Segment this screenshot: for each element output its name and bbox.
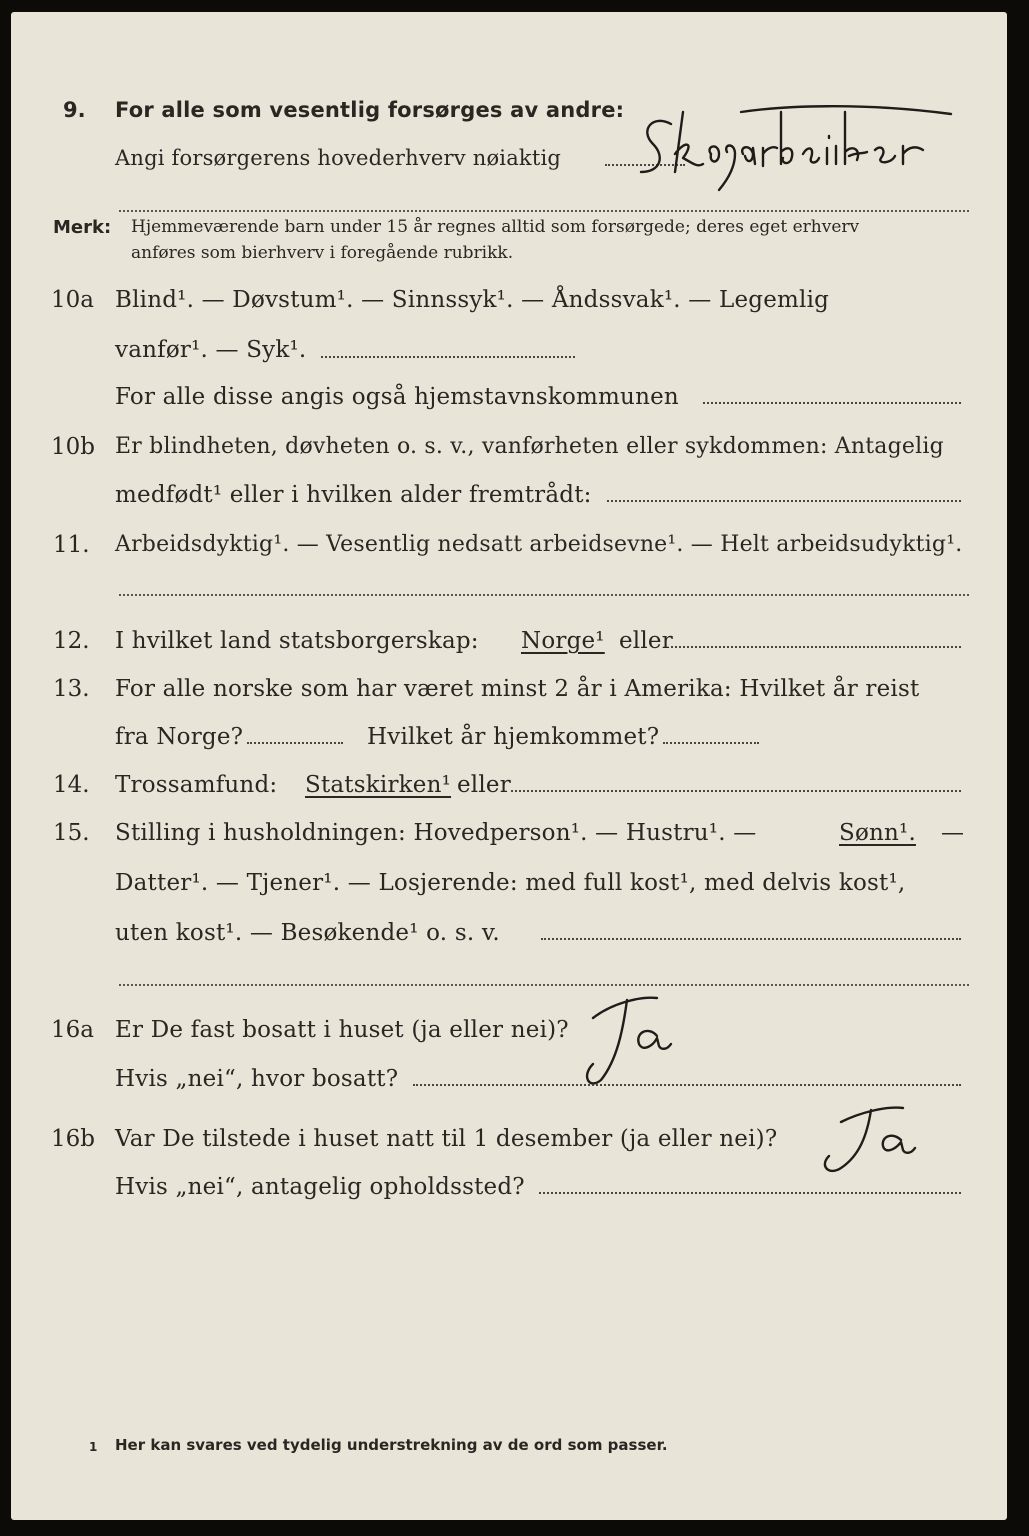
q10b-answer-line (607, 500, 961, 502)
q12-selected-norge: Norge¹ (521, 628, 605, 654)
q15-number: 15. (53, 820, 90, 846)
q13-line2a: fra Norge? (115, 724, 244, 750)
q13-line1: For alle norske som har været minst 2 år i Amerika: Hvilket år reist (115, 676, 920, 702)
q11-line1: Arbeidsdyktig¹. — Vesentlig nedsatt arbeidsevne¹. — Helt arbeidsudyktig¹. (115, 532, 963, 557)
q15-line1-post: — (941, 820, 965, 846)
footnote-text: Her kan svares ved tydelig understrekning av de ord som passer. (115, 1436, 668, 1454)
q16b-line1: Var De tilstede i huset natt til 1 desember (ja eller nei)? (115, 1126, 778, 1152)
q16a-bosatt-line (413, 1084, 961, 1086)
q10b-line1: Er blindheten, døvheten o. s. v., vanførheten eller sykdommen: Antagelig (115, 434, 944, 459)
q16b-number: 16b (51, 1126, 95, 1152)
q13-reist-line (247, 742, 343, 744)
q16a-line2: Hvis „nei“, hvor bosatt? (115, 1066, 399, 1092)
q12-answer-line (671, 646, 961, 648)
q10b-number: 10b (51, 434, 95, 460)
q10a-line2: vanfør¹. — Syk¹. (115, 337, 307, 363)
q10a-syk-line (321, 356, 575, 358)
q10a-number: 10a (51, 287, 94, 313)
q14-text-post: eller (457, 772, 511, 798)
q15-selected-sonn: Sønn¹. (839, 820, 916, 846)
q16b-handwritten-answer (811, 1092, 931, 1182)
q14-text-pre: Trossamfund: (115, 772, 278, 798)
q16b-opholdssted-line (539, 1192, 961, 1194)
q15-answer-line (541, 938, 961, 940)
q15-line2: Datter¹. — Tjener¹. — Losjerende: med full kost¹, med delvis kost¹, (115, 870, 906, 896)
q9-handwritten-answer (631, 102, 961, 192)
q9-number: 9. (63, 98, 86, 122)
q11-number: 11. (53, 532, 90, 558)
q13-line2b: Hvilket år hjemkommet? (367, 724, 660, 750)
q16a-handwritten-answer (577, 980, 687, 1090)
q16b-line2: Hvis „nei“, antagelig opholdssted? (115, 1174, 525, 1200)
merk-label: Merk: (53, 217, 112, 238)
census-form-page (11, 12, 1007, 1520)
q13-hjemkommet-line (663, 742, 759, 744)
q14-answer-line (511, 790, 961, 792)
q15-line1-pre: Stilling i husholdningen: Hovedperson¹. — Hustru¹. — (115, 820, 757, 846)
merk-line1: Hjemmeværende barn under 15 år regnes alltid som forsørgede; deres eget erhverv (131, 217, 860, 237)
q12-text-post: eller (619, 628, 673, 654)
q12-number: 12. (53, 628, 90, 654)
q9-line1: For alle som vesentlig forsørges av andre: (115, 98, 625, 122)
q15-separator (119, 984, 969, 986)
q14-number: 14. (53, 772, 90, 798)
q9-line2: Angi forsørgerens hovederhverv nøiaktig (115, 146, 562, 170)
q14-selected-statskirken: Statskirken¹ (305, 772, 452, 798)
q11-separator (119, 594, 969, 596)
q10a-line3: For alle disse angis også hjemstavnskommunen (115, 384, 679, 410)
q12-text-pre: I hvilket land statsborgerskap: (115, 628, 479, 654)
q9-separator (119, 210, 969, 212)
q16a-number: 16a (51, 1017, 94, 1043)
q16a-line1: Er De fast bosatt i huset (ja eller nei)? (115, 1017, 569, 1043)
q10a-hjemstavn-line (703, 402, 961, 404)
q10b-line2: medfødt¹ eller i hvilken alder fremtrådt: (115, 482, 592, 508)
merk-line2: anføres som bierhverv i foregående rubrikk. (131, 243, 514, 263)
q13-number: 13. (53, 676, 90, 702)
q15-line3: uten kost¹. — Besøkende¹ o. s. v. (115, 920, 500, 946)
footnote-mark: 1 (89, 1440, 98, 1454)
q10a-line1: Blind¹. — Døvstum¹. — Sinnssyk¹. — Åndssvak¹. — Legemlig (115, 287, 830, 313)
